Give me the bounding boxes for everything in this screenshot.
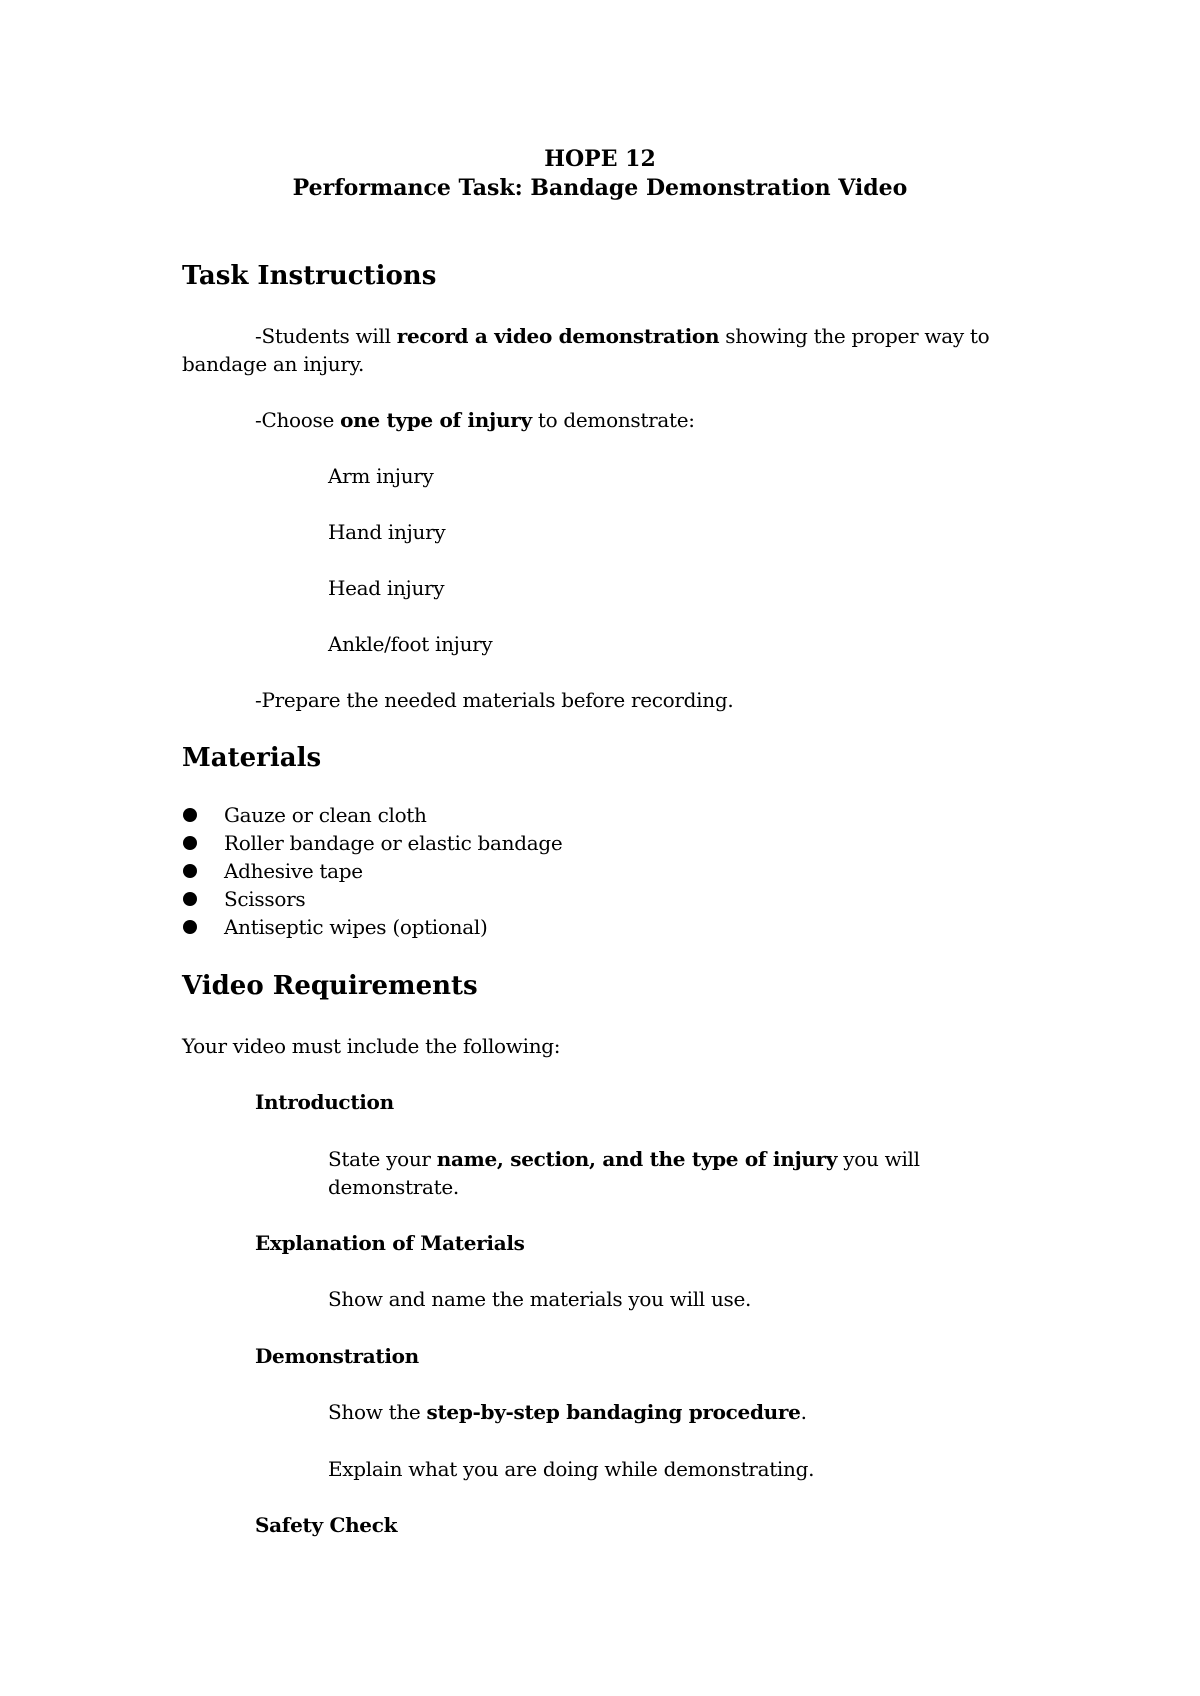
instruction-2-bold: one type of injury: [340, 408, 532, 432]
injury-option: Ankle/foot injury: [328, 632, 493, 656]
video-requirements-intro: Your video must include the following:: [182, 1034, 561, 1058]
materials-explanation-subheading: Explanation of Materials: [255, 1231, 525, 1255]
material-item: Adhesive tape: [224, 859, 363, 883]
bullet-icon: [183, 892, 197, 906]
introduction-subheading: Introduction: [255, 1090, 394, 1114]
instruction-paragraph-3: -Prepare the needed materials before recording.: [255, 688, 734, 712]
demonstration-suffix: .: [800, 1400, 807, 1424]
instruction-paragraph-1: [255, 322, 989, 350]
injury-option: Hand injury: [328, 520, 446, 544]
instruction-1-prefix: -Students will: [255, 324, 397, 348]
materials-heading: Materials: [182, 743, 322, 773]
demonstration-bold: step-by-step bandaging procedure: [426, 1400, 801, 1424]
instruction-paragraph-2: [255, 406, 695, 434]
demonstration-text-2: Explain what you are doing while demonstrating.: [328, 1457, 815, 1481]
introduction-prefix: State your: [328, 1147, 437, 1171]
material-item: Scissors: [224, 887, 306, 911]
introduction-text: [328, 1145, 920, 1173]
safety-check-subheading: Safety Check: [255, 1513, 398, 1537]
introduction-bold: name, section, and the type of injury: [436, 1147, 838, 1171]
instruction-2-suffix: to demonstrate:: [531, 408, 695, 432]
task-instructions-heading: Task Instructions: [182, 261, 437, 291]
instruction-1-suffix: showing the proper way to: [719, 324, 990, 348]
injury-option: Head injury: [328, 576, 445, 600]
instruction-paragraph-1-line2: bandage an injury.: [182, 352, 365, 376]
instruction-2-prefix: -Choose: [255, 408, 341, 432]
material-item: Gauze or clean cloth: [224, 803, 427, 827]
course-title: HOPE 12: [544, 146, 656, 172]
bullet-icon: [183, 864, 197, 878]
task-title: Performance Task: Bandage Demonstration Video: [292, 175, 908, 201]
materials-explanation-text: Show and name the materials you will use.: [328, 1287, 752, 1311]
demonstration-text: [328, 1398, 807, 1426]
demonstration-subheading: Demonstration: [255, 1344, 419, 1368]
material-item: Roller bandage or elastic bandage: [224, 831, 563, 855]
bullet-icon: [183, 836, 197, 850]
demonstration-prefix: Show the: [328, 1400, 427, 1424]
introduction-text-line2: demonstrate.: [328, 1175, 459, 1199]
video-requirements-heading: Video Requirements: [182, 971, 478, 1001]
material-item: Antiseptic wipes (optional): [224, 915, 488, 939]
bullet-icon: [183, 808, 197, 822]
introduction-suffix: you will: [837, 1147, 920, 1171]
bullet-icon: [183, 920, 197, 934]
instruction-1-bold: record a video demonstration: [396, 324, 720, 348]
injury-option: Arm injury: [328, 464, 434, 488]
